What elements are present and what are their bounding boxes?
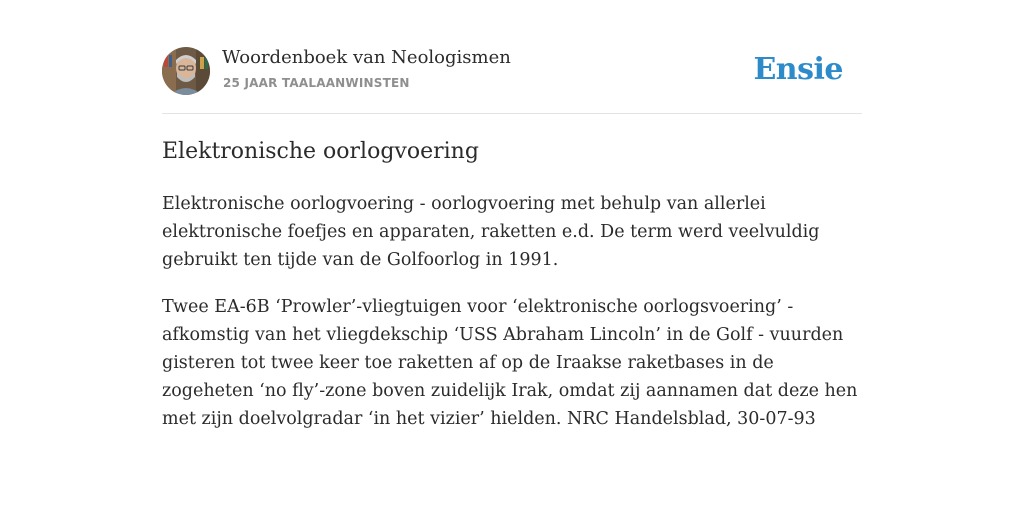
page-header: [162, 46, 862, 114]
author-tagline: 25 JAAR TAALAANWINSTEN: [223, 76, 410, 90]
content-card: [162, 46, 862, 429]
author-name[interactable]: Woordenboek van Neologismen: [222, 47, 511, 68]
page-title: Elektronische oorlogvoering: [162, 139, 479, 164]
quote-paragraph: Twee EA-6B ‘Prowler’-vliegtuigen voor ‘elektronische oorlogsvoering’ - afkomstig van het vliegdekschip ‘USS Abraham Lincoln’ in de Golf - vuurden gisteren tot twee keer toe raketten af op de Iraakse raketbases in de zogeheten ‘no fly’-zone boven zuidelijk Irak, omdat zij aannamen dat deze hen met zijn doelvolgradar ‘in het vizier’ hielden. NRC Handelsblad, 30-07-93: [162, 297, 858, 429]
ensie-logo[interactable]: Ensie: [753, 52, 843, 87]
avatar[interactable]: [162, 47, 210, 95]
definition-paragraph: Elektronische oorlogvoering - oorlogvoering met behulp van allerlei elektronische foefjes en apparaten, raketten e.d. De term werd veelvuldig gebruikt ten tijde van de Golfoorlog in 1991.: [162, 194, 820, 270]
author-portrait-icon: [162, 47, 210, 95]
